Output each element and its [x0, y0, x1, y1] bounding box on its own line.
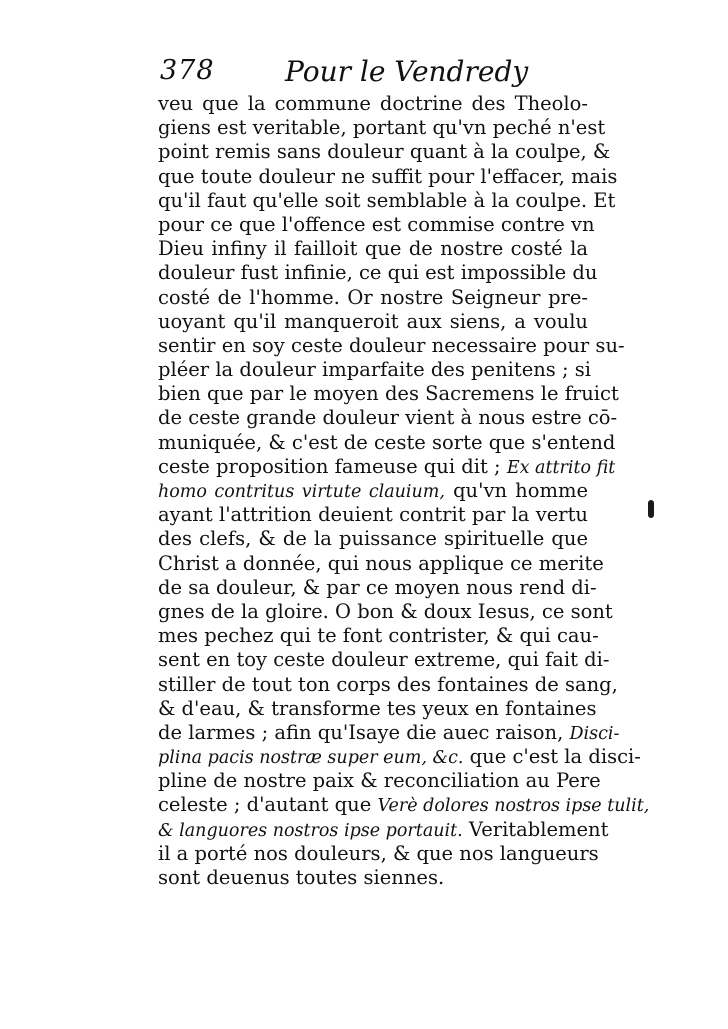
text-line	[158, 599, 613, 624]
text-line	[158, 310, 588, 334]
text-segment: que toute douleur ne suffit pour l'effacer, mais	[158, 164, 618, 188]
text-line	[158, 188, 616, 213]
text-segment: de larmes ; afin qu'Isaye die auec raison,	[158, 720, 570, 744]
text-line	[158, 841, 599, 866]
text-segment: douleur fust infinie, ce qui est impossible du	[158, 261, 598, 285]
text-segment: mes pechez qui te font contrister, & qui cau-	[158, 624, 599, 648]
text-segment: pline de nostre paix & reconciliation au Pere	[158, 769, 601, 793]
text-segment: des clefs, & de la puissance spirituelle que	[158, 527, 588, 551]
text-line	[158, 672, 618, 697]
text-segment: veu que la commune doctrine des Theolo-	[158, 92, 588, 115]
text-segment: qu'il faut qu'elle soit semblable à la coulpe. Et	[158, 188, 616, 212]
italic-segment: homo contritus virtute clauium,	[158, 482, 445, 502]
text-segment: Christ a donnée, qui nous applique ce merite	[158, 551, 604, 575]
text-line	[158, 479, 588, 503]
text-segment: pléer la douleur imparfaite des penitens ; si	[158, 358, 592, 382]
page-number: 378	[160, 55, 215, 86]
text-line	[158, 648, 610, 672]
text-segment: sent en toy ceste douleur extreme, qui fait di-	[158, 648, 610, 672]
text-segment: muniquée, & c'est de ceste sorte que s'entend	[158, 430, 616, 454]
text-segment: Dieu infiny il failloit que de nostre costé la	[158, 237, 588, 261]
text-segment: il a porté nos douleurs, & que nos langueurs	[158, 841, 599, 865]
text-line	[158, 358, 592, 382]
text-segment: uoyant qu'il manqueroit aux siens, a voulu	[158, 309, 588, 333]
text-line	[158, 793, 650, 817]
page-header	[160, 55, 580, 95]
text-line	[158, 527, 588, 551]
text-segment: que c'est la disci-	[463, 745, 641, 769]
text-segment: celeste ; d'autant que	[158, 793, 378, 817]
italic-segment: Disci-	[569, 723, 620, 744]
text-line	[158, 720, 620, 745]
text-segment: sont deuenus toutes siennes.	[158, 866, 445, 889]
text-segment: costé de l'homme. Or nostre Seigneur pre-	[158, 285, 588, 309]
body-text	[158, 92, 650, 890]
text-segment: ayant l'attrition deuient contrit par la vertu	[158, 503, 588, 527]
text-line	[158, 333, 625, 358]
text-segment: qu'vn homme	[444, 479, 588, 502]
italic-segment: Verè dolores nostros ipse tulit,	[377, 796, 650, 817]
text-line	[158, 503, 588, 527]
text-line	[158, 769, 601, 793]
text-line	[158, 624, 599, 648]
text-segment: pour ce que l'offence est commise contre vn	[158, 212, 595, 236]
text-line	[158, 286, 588, 310]
italic-segment: & languores nostros ipse portauit.	[158, 820, 463, 841]
text-line	[158, 237, 588, 261]
text-segment: stiller de tout ton corps des fontaines de sang,	[158, 672, 618, 696]
text-line	[158, 382, 619, 406]
text-line	[158, 140, 611, 164]
text-line	[158, 817, 609, 842]
margin-ink-mark	[648, 500, 654, 518]
text-line	[158, 454, 616, 479]
text-segment: Veritablement	[462, 817, 609, 841]
text-line	[158, 575, 597, 600]
text-line	[158, 866, 588, 890]
text-line	[158, 92, 588, 116]
text-line	[158, 164, 618, 189]
text-line	[158, 261, 598, 285]
text-line	[158, 745, 641, 769]
text-segment: giens est veritable, portant qu'vn peché n'est	[158, 116, 606, 140]
text-segment: point remis sans douleur quant à la coulpe, &	[158, 140, 611, 164]
text-line	[158, 406, 618, 430]
text-segment: de ceste grande douleur vient à nous estre cō-	[158, 406, 618, 430]
text-segment: & d'eau, & transforme tes yeux en fontaines	[158, 696, 597, 720]
running-head: Pour le Vendredy	[285, 55, 529, 88]
text-segment: ceste proposition fameuse qui dit ;	[158, 454, 507, 478]
text-line	[158, 430, 616, 455]
text-segment: de sa douleur, & par ce moyen nous rend di-	[158, 575, 597, 599]
text-line	[158, 116, 606, 140]
text-line	[158, 696, 597, 721]
text-segment: bien que par le moyen des Sacremens le fruict	[158, 382, 619, 406]
text-line	[158, 212, 595, 237]
text-line	[158, 551, 604, 576]
text-segment: sentir en soy ceste douleur necessaire pour su-	[158, 333, 625, 357]
italic-segment: plina pacis nostræ super eum, &c.	[158, 748, 464, 769]
text-segment: gnes de la gloire. O bon & doux Iesus, ce sont	[158, 599, 613, 623]
italic-segment: Ex attrito fit	[506, 457, 616, 478]
